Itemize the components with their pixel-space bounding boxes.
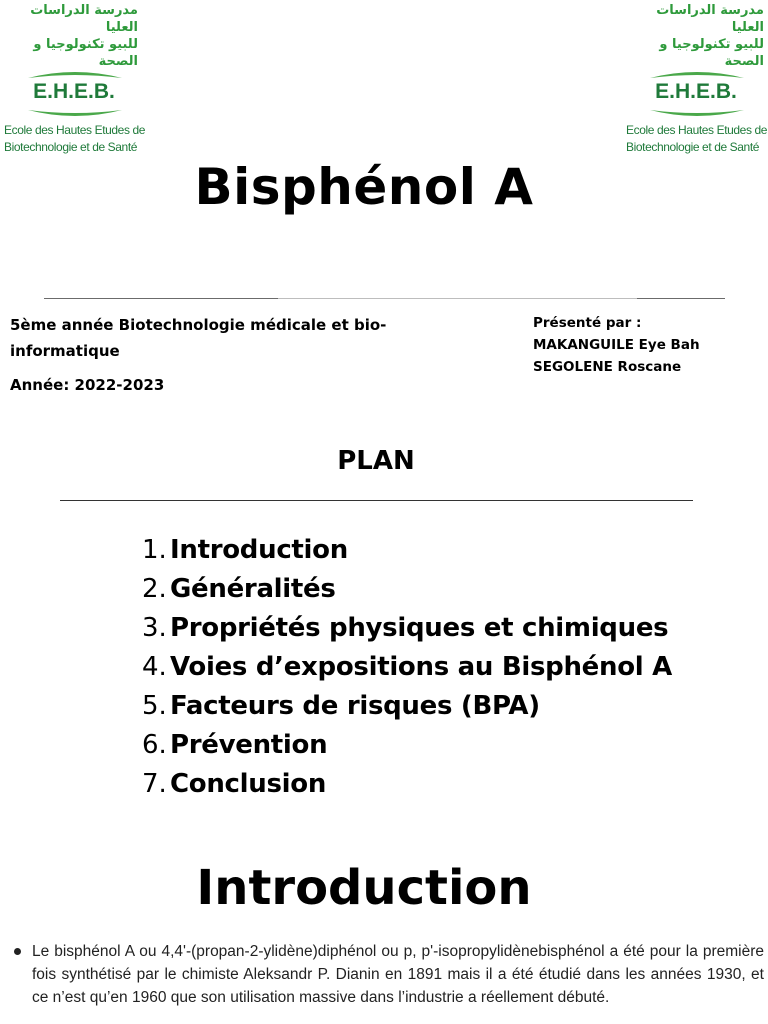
school-logo-right <box>626 2 768 156</box>
plan-item-number: 3. <box>142 613 167 643</box>
program-name: 5ème année Biotechnologie médicale et bio-informatique <box>10 316 387 360</box>
school-logo-left <box>4 2 154 156</box>
program-info <box>10 312 430 398</box>
plan-item-label: Propriétés physiques et chimiques <box>170 613 669 643</box>
plan-item-number: 1. <box>142 535 167 565</box>
presented-by-label: Présenté par : <box>533 315 642 331</box>
plan-item-label: Généralités <box>170 574 336 604</box>
plan-item <box>142 726 672 765</box>
divider-line <box>44 298 278 299</box>
logo-french-line-2: Biotechnologie et de Santé <box>626 140 760 154</box>
plan-item-number: 4. <box>142 652 167 682</box>
logo-mark <box>626 70 768 122</box>
introduction-paragraph: Le bisphénol A ou 4,4'-(propan-2-ylidène)diphénol ou p, p'-isopropylidènebisphénol a été pour la première fois synthétisé par le chimiste Aleksandr P. Dianin en 1891 mais il a été étudié dans les années 1930, et ce n’est qu’en 1960 que son utilisation massive dans l’industrie a réellement débuté. <box>32 943 764 1006</box>
logo-french-line-1: Ecole des Hautes Etudes de <box>626 123 768 137</box>
introduction-heading: Introduction <box>196 860 532 916</box>
logo-arabic-line-2: للبيو تكنولوجيا و الصحة <box>659 37 764 69</box>
presenter-name: SEGOLENE Roscane <box>533 359 682 375</box>
plan-item <box>142 648 672 687</box>
presenters-info <box>533 312 763 378</box>
plan-item <box>142 531 672 570</box>
plan-item-number: 2. <box>142 574 167 604</box>
logo-brand: E.H.E.B. <box>33 80 115 103</box>
plan-item <box>142 609 672 648</box>
presenter-name: MAKANGUILE Eye Bah <box>533 337 700 353</box>
plan-divider-line <box>60 500 693 501</box>
plan-item <box>142 765 672 804</box>
plan-heading: PLAN <box>337 446 415 476</box>
logo-french-line-1: Ecole des Hautes Etudes de <box>4 123 146 137</box>
logo-arabic-line-1: مدرسة الدراسات العليا <box>30 3 138 35</box>
plan-item <box>142 687 672 726</box>
bullet-icon <box>14 948 21 955</box>
plan-item-number: 6. <box>142 730 167 760</box>
divider-line <box>278 298 637 299</box>
logo-mark <box>4 70 154 122</box>
logo-brand: E.H.E.B. <box>655 80 737 103</box>
document-title: Bisphénol A <box>194 158 534 216</box>
academic-year: Année: 2022-2023 <box>10 376 165 394</box>
plan-item <box>142 570 672 609</box>
logo-arabic-line-2: للبيو تكنولوجيا و الصحة <box>33 37 138 69</box>
plan-list <box>142 531 672 804</box>
plan-item-number: 5. <box>142 691 167 721</box>
plan-item-label: Facteurs de risques (BPA) <box>170 691 540 721</box>
logo-french-line-2: Biotechnologie et de Santé <box>4 140 138 154</box>
plan-item-label: Conclusion <box>170 769 327 799</box>
plan-item-label: Voies d’expositions au Bisphénol A <box>170 652 672 682</box>
plan-item-label: Introduction <box>170 535 348 565</box>
divider-line <box>637 298 725 299</box>
plan-item-label: Prévention <box>170 730 328 760</box>
logo-arabic-line-1: مدرسة الدراسات العليا <box>656 3 764 35</box>
plan-item-number: 7. <box>142 769 167 799</box>
